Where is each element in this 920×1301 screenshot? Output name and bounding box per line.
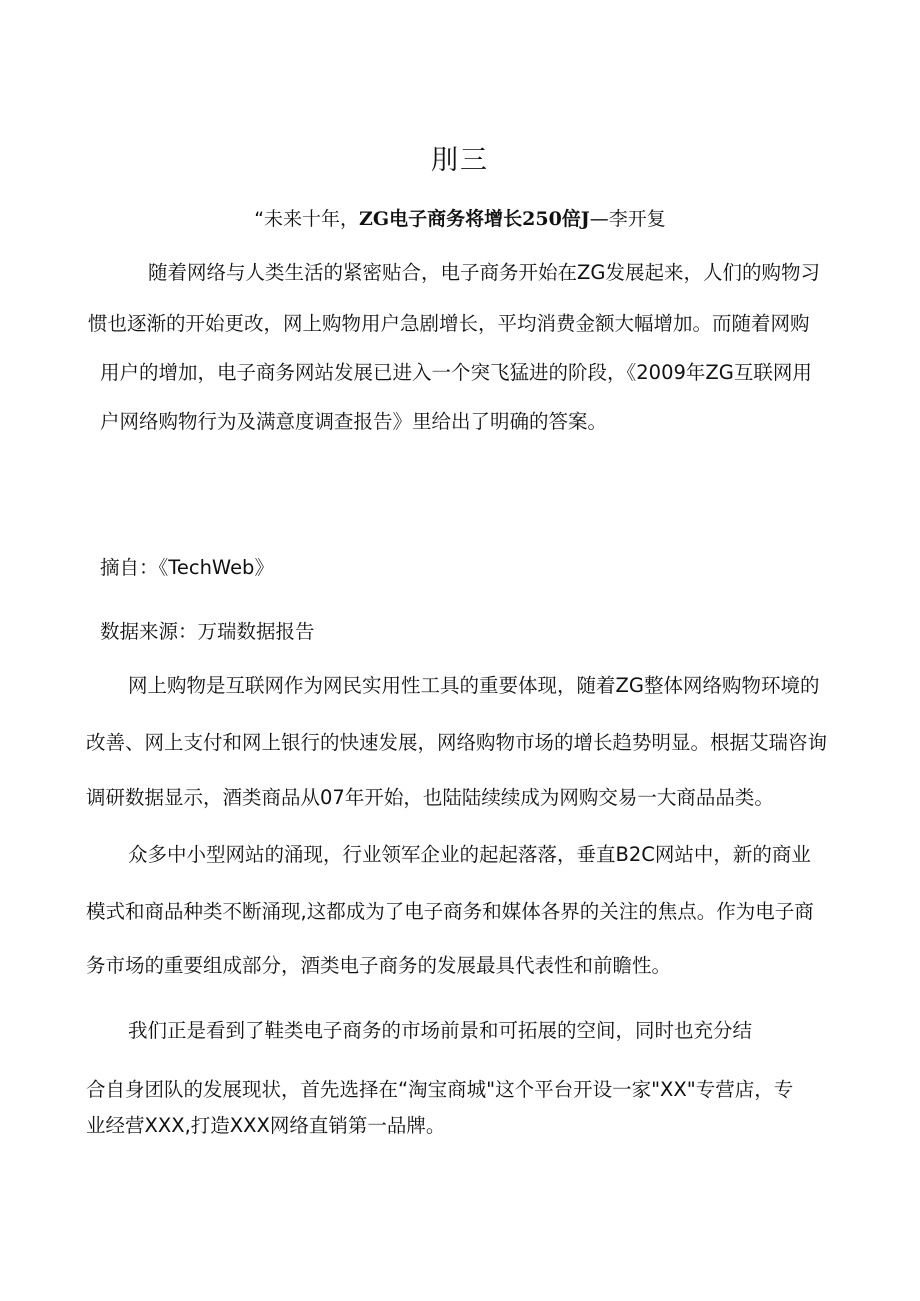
quote-prefix: “未来十年， [254,208,360,230]
opening-quote [0,204,920,231]
intro-line: 用户的增加，电子商务网站发展已进入一个突飞猛进的阶段，《2009年ZG互联网用 [100,361,812,384]
paragraph-line: 合自身团队的发展现状，首先选择在“淘宝商城"这个平台开设一家"XX"专营店，专 [86,1078,794,1101]
intro-line: 随着网络与人类生活的紧密贴合，电子商务开始在ZG发展起来，人们的购物习 [148,261,820,284]
paragraph-line: 网上购物是互联网作为网民实用性工具的重要体现，随着ZG整体网络购物环境的 [128,674,820,697]
intro-line: 户网络购物行为及满意度调查报告》里给出了明确的答案。 [100,410,608,433]
paragraph-line: 务市场的重要组成部分，酒类电子商务的发展最具代表性和前瞻性。 [86,954,672,977]
quote-bold: ZG电子商务将增长250倍J [359,208,590,230]
intro-line: 惯也逐渐的开始更改，网上购物用户急剧增长，平均消费金额大幅增加。而随着网购 [88,312,810,335]
paragraph-line: 模式和商品种类不断涌现,这都成为了电子商务和媒体各界的关注的焦点。作为电子商 [86,900,814,923]
paragraph-line: 改善、网上支付和网上银行的快速发展，网络购物市场的增长趋势明显。根据艾瑞咨询 [86,731,828,754]
quote-suffix: —李开复 [589,208,666,230]
excerpt-source: 摘自：《TechWeb》 [100,556,274,579]
paragraph-line: 调研数据显示，酒类商品从07年开始，也陆陆续续成为网购交易一大商品品类。 [86,786,774,809]
paragraph-line: 众多中小型网站的涌现，行业领军企业的起起落落，垂直B2C网站中，新的商业 [128,843,811,866]
paragraph-line: 我们正是看到了鞋类电子商务的市场前景和可拓展的空间，同时也充分结 [128,1019,753,1042]
data-source: 数据来源：万瑞数据报告 [100,620,315,643]
page-title: 刖三 [431,145,489,176]
paragraph-line: 业经营XXX,打造XXX网络直销第一品牌。 [86,1114,446,1137]
